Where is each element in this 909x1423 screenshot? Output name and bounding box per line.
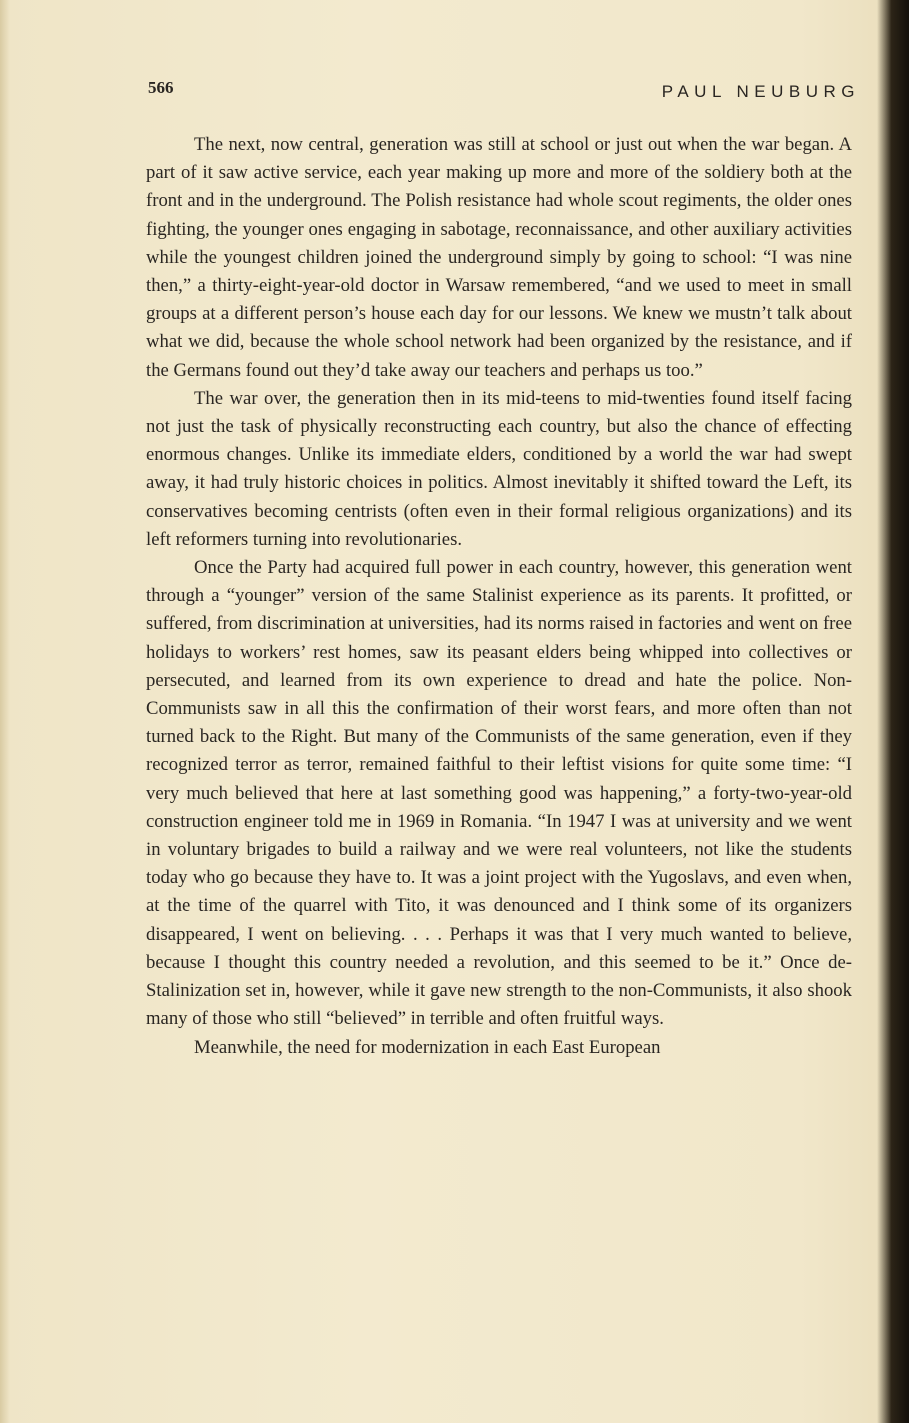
paragraph: The war over, the generation then in its mid-teens to mid-twenties found itself facing not just the task of physically reconstructing each country, but also the chance of effecting enormous changes. Unlike its immediate elders, conditioned by a world the war had swept away, it had truly historic choices in politics. Almost inevitably it shifted toward the Left, its conservatives becoming centrists (often even in their formal religious organizations) and its left reformers turning into revolutionaries. [146,387,852,550]
page-number: 566 [148,78,174,97]
paragraph: Meanwhile, the need for modernization in each East European [194,1036,661,1058]
body-text [146,131,852,1062]
paragraph: The next, now central, generation was still at school or just out when the war began. A part of it saw active service, each year making up more and more of the soldiery both at the front and in the underground. The Polish resistance had whole scout regiments, the older ones fighting, the younger ones engaging in sabotage, reconnaissance, and other auxiliary activities while the youngest children joined the underground simply by going to school: “I was nine then,” a thirty-eight-year-old doctor in Warsaw remembered, “and we used to meet in small groups at a different person’s house each day for our lessons. We knew we mustn’t talk about what we did, because the whole school network had been organized by the resistance, and if the Germans found out they’d take away our teachers and perhaps us too.” [146,134,852,381]
page-header [148,78,860,108]
paragraph: Once the Party had acquired full power in each country, however, this generation went through a “younger” version of the same Stalinist experience as its parents. It profitted, or suffered, from discrimination at universities, had its norms raised in factories and went on free holidays to workers’ rest homes, saw its peasant elders being whipped into collectives or persecuted, and learned from its own experience to dread and hate the police. Non-Communists saw in all this the confirmation of their worst fears, and more often than not turned back to the Right. But many of the Communists of the same generation, even if they recognized terror as terror, remained faithful to their leftist visions for quite some time: “I very much believed that here at last something good was happening,” a forty-two-year-old construction engineer told me in 1969 in Romania. “In 1947 I was at university and we went in voluntary brigades to build a railway and we were real volunteers, not like the students today who go because they have to. It was a joint project with the Yugoslavs, and even when, at the time of the quarrel with Tito, it was denounced and I think some of its organizers disappeared, I went on believing. . . . Perhaps it was that I very much wanted to believe, because I thought this country needed a revolution, and this seemed to be it.” Once de-Stalinization set in, however, while it gave new strength to the non-Communists, it also shook many of those who still “believed” in terrible and often fruitful ways. [146,557,852,1030]
page-edge-shadow [877,0,909,1423]
page-gutter-shadow [0,0,10,1423]
running-head: PAUL NEUBURG [661,82,860,101]
